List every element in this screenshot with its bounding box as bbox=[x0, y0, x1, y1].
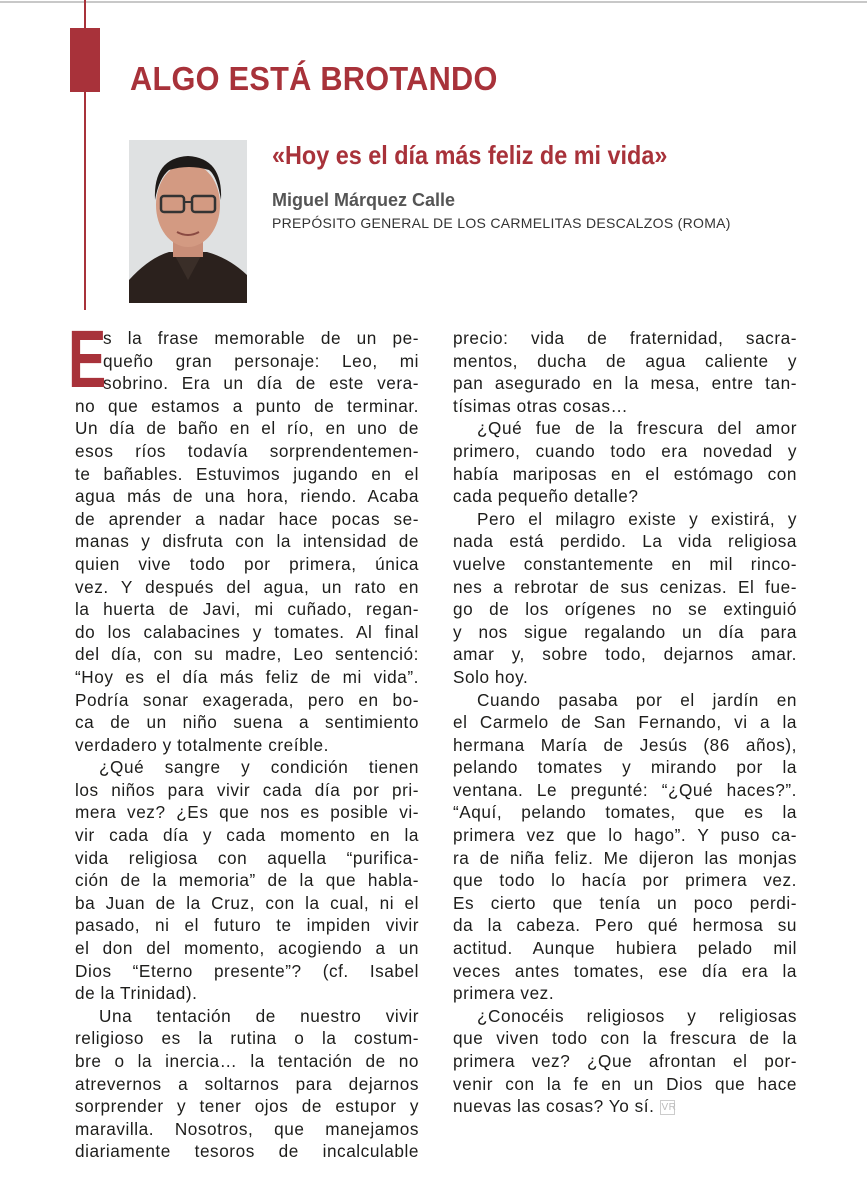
text-line-content: hermana María de Jesús (86 años), bbox=[453, 734, 797, 755]
text-line bbox=[75, 372, 419, 395]
text-line bbox=[453, 463, 797, 486]
text-line bbox=[75, 892, 419, 915]
text-line bbox=[453, 1073, 797, 1096]
text-line-content: del día, con su madre, Leo sentenció: bbox=[75, 644, 419, 665]
text-line bbox=[453, 621, 797, 644]
text-line bbox=[75, 1005, 419, 1028]
text-line bbox=[453, 372, 797, 395]
text-line-content: vez. Y después del agua, un rato en bbox=[75, 576, 419, 597]
text-line-content: Dios “Eterno presente”? (cf. Isabel bbox=[75, 960, 419, 981]
text-line-content: ¿Qué sangre y condición tienen bbox=[99, 757, 419, 778]
text-line-content: de aprender a nadar hace pocas se- bbox=[75, 508, 419, 529]
text-line bbox=[75, 1050, 419, 1073]
text-line bbox=[453, 756, 797, 779]
text-line-content: Es cierto que tenía un poco perdi- bbox=[453, 892, 797, 913]
text-line bbox=[75, 1118, 419, 1141]
text-line bbox=[75, 463, 419, 486]
text-line bbox=[75, 508, 419, 531]
text-line bbox=[453, 508, 797, 531]
section-title: ALGO ESTÁ BROTANDO bbox=[130, 60, 498, 97]
text-line bbox=[453, 824, 797, 847]
text-line-content: ¿Conocéis religiosos y religiosas bbox=[477, 1005, 797, 1026]
text-line bbox=[75, 711, 419, 734]
author-role: PREPÓSITO GENERAL DE LOS CARMELITAS DESCALZOS (ROMA) bbox=[272, 215, 731, 231]
text-line-content: Una tentación de nuestro vivir bbox=[99, 1005, 419, 1026]
text-line bbox=[75, 621, 419, 644]
text-line bbox=[75, 1140, 419, 1163]
text-line-content: ba Juan de la Cruz, con la cual, ni el bbox=[75, 892, 419, 913]
text-line bbox=[75, 869, 419, 892]
article-title: «Hoy es el día más feliz de mi vida» bbox=[272, 140, 668, 170]
text-line bbox=[453, 914, 797, 937]
text-line-content: verdadero y totalmente creíble. bbox=[75, 734, 329, 755]
text-line bbox=[453, 327, 797, 350]
drop-cap: E bbox=[68, 314, 107, 405]
text-line-content: pasado, ni el futuro te impiden vivir bbox=[75, 915, 419, 936]
text-line bbox=[75, 1027, 419, 1050]
text-line bbox=[453, 643, 797, 666]
text-line-content: esos ríos todavía sorprendentemen- bbox=[75, 440, 419, 461]
author-photo bbox=[129, 140, 247, 303]
text-line-content: precio: vida de fraternidad, sacra- bbox=[453, 328, 797, 348]
text-line bbox=[453, 847, 797, 870]
text-line-content: el don del momento, acogiendo a un bbox=[75, 938, 419, 959]
text-line bbox=[453, 1027, 797, 1050]
text-line-content: los niños para vivir cada día por pri- bbox=[75, 779, 419, 800]
text-line-content: “Hoy es el día más feliz de mi vida”. bbox=[75, 666, 419, 687]
text-line-content: vida religiosa con aquella “purifica- bbox=[75, 847, 419, 868]
text-line-content: actitud. Aunque hubiera pelado mil bbox=[453, 938, 797, 959]
text-line bbox=[75, 756, 419, 779]
text-line-content: “Aquí, pelando tomates, que es la bbox=[453, 802, 797, 823]
text-line bbox=[453, 598, 797, 621]
text-line-content: el Carmelo de San Fernando, vi a la bbox=[453, 712, 797, 733]
text-line-content: ventana. Le pregunté: “¿Qué haces?”. bbox=[453, 779, 797, 800]
text-line-content: te bañables. Estuvimos jugando en el bbox=[75, 463, 419, 484]
text-line bbox=[453, 1095, 797, 1118]
text-line-content: quien vive todo por primera, única bbox=[75, 553, 419, 574]
text-line-content: ra de niña feliz. Me dijeron las monjas bbox=[453, 847, 797, 868]
text-line bbox=[75, 689, 419, 712]
text-line bbox=[453, 937, 797, 960]
text-line-content: Pero el milagro existe y existirá, y bbox=[477, 508, 797, 529]
text-line-content: amar y, sobre todo, dejarnos amar. bbox=[453, 644, 797, 665]
text-line bbox=[75, 824, 419, 847]
text-line-content: vuelve constantemente en mil rinco- bbox=[453, 553, 797, 574]
text-line bbox=[75, 530, 419, 553]
section-marker bbox=[70, 28, 100, 92]
text-line-content: atrevernos a soltarnos para dejarnos bbox=[75, 1073, 419, 1094]
text-line bbox=[453, 553, 797, 576]
text-line-content: Un día de baño en el río, en uno de bbox=[75, 418, 419, 439]
author-name: Miguel Márquez Calle bbox=[272, 190, 456, 210]
text-line-content: no que estamos a punto de terminar. bbox=[75, 395, 419, 416]
text-line-content: go de los orígenes no se extinguió bbox=[453, 599, 797, 620]
text-line-content: mera vez? ¿Es que nos es posible vi- bbox=[75, 802, 419, 823]
text-column-right bbox=[453, 327, 797, 1118]
text-line-content: queño gran personaje: Leo, mi bbox=[103, 350, 419, 371]
text-line-content: bre o la inercia… la tentación de no bbox=[75, 1051, 419, 1071]
text-line bbox=[453, 666, 797, 689]
text-line bbox=[453, 530, 797, 553]
text-line bbox=[453, 440, 797, 463]
text-line bbox=[75, 1095, 419, 1118]
text-line-content: nada está perdido. La vida religiosa bbox=[453, 531, 797, 552]
text-line-content: de la Trinidad). bbox=[75, 983, 198, 1004]
text-line-content: nuevas las cosas? Yo sí. bbox=[453, 1096, 655, 1117]
text-line bbox=[75, 643, 419, 666]
text-line bbox=[453, 350, 797, 373]
text-line-content: mentos, ducha de agua caliente y bbox=[453, 350, 797, 371]
text-line bbox=[75, 937, 419, 960]
text-line bbox=[75, 779, 419, 802]
text-line-content: da la cabeza. Pero qué hermosa su bbox=[453, 915, 797, 936]
text-line bbox=[75, 666, 419, 689]
text-line bbox=[453, 576, 797, 599]
text-line bbox=[453, 417, 797, 440]
text-line bbox=[453, 801, 797, 824]
page-top-border bbox=[0, 1, 867, 3]
text-line bbox=[453, 892, 797, 915]
text-line-content: venir con la fe en un Dios que hace bbox=[453, 1073, 797, 1094]
text-line bbox=[453, 779, 797, 802]
text-line-content: diariamente tesoros de incalculable bbox=[75, 1141, 419, 1162]
text-line bbox=[75, 553, 419, 576]
text-line-content: ca de un niño suena a sentimiento bbox=[75, 712, 419, 733]
text-line-content: Cuando pasaba por el jardín en bbox=[477, 689, 797, 710]
text-line-content: primero, cuando todo era novedad y bbox=[453, 440, 797, 461]
end-mark-icon: VR bbox=[661, 1102, 677, 1114]
text-line-content: vir cada día y cada momento en la bbox=[75, 825, 419, 846]
text-line-content: y nos sigue regalando un día para bbox=[453, 621, 797, 642]
text-line bbox=[453, 395, 797, 418]
text-line bbox=[75, 327, 419, 350]
text-line-content: sobrino. Era un día de este vera- bbox=[103, 373, 419, 394]
text-line-content: manas y disfruta con la intensidad de bbox=[75, 531, 419, 552]
text-line-content: pan asegurado en la mesa, entre tan- bbox=[453, 373, 797, 394]
text-line bbox=[75, 350, 419, 373]
text-line-content: Solo hoy. bbox=[453, 666, 529, 687]
text-line bbox=[75, 982, 419, 1005]
text-line-content: primera vez que lo hago”. Y puso ca- bbox=[453, 825, 797, 846]
text-line bbox=[75, 914, 419, 937]
text-line-content: maravilla. Nosotros, que manejamos bbox=[75, 1118, 419, 1139]
text-line bbox=[453, 485, 797, 508]
text-line-content: sorprender y tener ojos de estupor y bbox=[75, 1096, 419, 1117]
text-line-content: había mariposas en el estómago con bbox=[453, 463, 797, 484]
text-line bbox=[75, 801, 419, 824]
text-line-content: religioso es la rutina o la costum- bbox=[75, 1028, 419, 1049]
text-line bbox=[75, 1073, 419, 1096]
text-line-content: s la frase memorable de un pe- bbox=[103, 328, 419, 348]
text-line-content: tísimas otras cosas… bbox=[453, 395, 629, 416]
text-line bbox=[75, 485, 419, 508]
text-line-content: primera vez? ¿Que afrontan el por- bbox=[453, 1051, 797, 1071]
text-line bbox=[453, 711, 797, 734]
text-line-content: la huerta de Javi, mi cuñado, regan- bbox=[75, 599, 419, 620]
text-line-content: primera vez. bbox=[453, 983, 555, 1004]
text-line-content: ¿Qué fue de la frescura del amor bbox=[477, 418, 797, 439]
text-line bbox=[453, 734, 797, 757]
text-line bbox=[453, 869, 797, 892]
text-line bbox=[75, 417, 419, 440]
text-line bbox=[75, 960, 419, 983]
text-line bbox=[75, 576, 419, 599]
text-line-content: cada pequeño detalle? bbox=[453, 486, 639, 507]
text-line bbox=[453, 1050, 797, 1073]
text-line bbox=[75, 598, 419, 621]
text-line bbox=[75, 395, 419, 418]
text-line bbox=[453, 689, 797, 712]
text-line bbox=[75, 440, 419, 463]
text-line-content: pelando tomates y mirando por la bbox=[453, 757, 797, 778]
text-column-left bbox=[68, 314, 419, 1163]
text-line-content: veces antes tomates, ese día era la bbox=[453, 960, 797, 981]
text-line-content: que viven todo con la frescura de la bbox=[453, 1028, 797, 1049]
text-line-content: ción de la memoria” de la que habla- bbox=[75, 870, 419, 891]
text-line-content: Podría sonar exagerada, pero en bo- bbox=[75, 689, 419, 710]
text-line-content: nes a rebrotar de sus cenizas. El fue- bbox=[453, 576, 797, 597]
text-line bbox=[75, 734, 419, 757]
text-line-content: do los calabacines y tomates. Al final bbox=[75, 621, 419, 642]
text-line bbox=[453, 960, 797, 983]
text-line-content: que todo lo hacía por primera vez. bbox=[453, 870, 797, 891]
text-line-content: agua más de una hora, riendo. Acaba bbox=[75, 486, 419, 507]
text-line bbox=[453, 982, 797, 1005]
text-line bbox=[75, 847, 419, 870]
text-line bbox=[453, 1005, 797, 1028]
